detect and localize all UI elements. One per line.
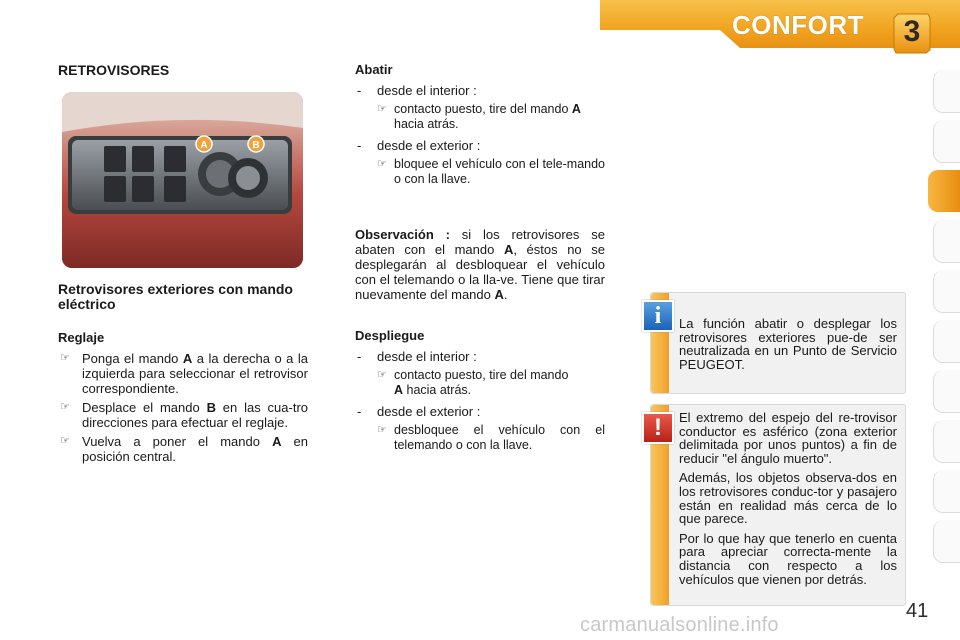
middle-column bbox=[355, 62, 605, 453]
reglaje-item-1: ☞ Ponga el mando A a la derecha o a la izquierda para seleccionar el retrovisor correspondiente. bbox=[60, 351, 308, 396]
reglaje-title: Reglaje bbox=[58, 330, 105, 345]
info-box bbox=[650, 292, 906, 394]
photo-label-b: B bbox=[252, 140, 260, 151]
pointer-icon: ☞ bbox=[377, 369, 387, 381]
page-number: 41 bbox=[906, 600, 929, 622]
watermark: carmanualsonline.info bbox=[580, 614, 779, 636]
chapter-tab-10[interactable] bbox=[933, 520, 960, 563]
abatir-sub-2: ☞ bloquee el vehículo con el tele-mando o con la llave. bbox=[377, 157, 605, 186]
chapter-tab-1[interactable] bbox=[933, 70, 960, 113]
chapter-tab-6[interactable] bbox=[933, 320, 960, 363]
chapter-number: 3 bbox=[903, 15, 921, 48]
chapter-tab-8[interactable] bbox=[933, 420, 960, 463]
chapter-tab-4[interactable] bbox=[933, 220, 960, 263]
page-title: CONFORT bbox=[731, 10, 864, 40]
despliegue-dash-1: - desde el interior : bbox=[357, 349, 477, 364]
warning-paragraph-1: El extremo del espejo del re-trovisor conductor es asférico (zona exterior delimitada por unos puntos) a fin de reducir "el ángulo muerto". bbox=[679, 410, 897, 466]
door-panel-illustration bbox=[62, 92, 303, 268]
abatir-sub-1: ☞ contacto puesto, tire del mando A hacia atrás. bbox=[377, 102, 581, 131]
abatir-dash-1: - desde el interior : bbox=[357, 83, 477, 98]
observacion-note: Observación : si los retrovisores se abaten con el mando A, éstos no se desplegarán al desbloquear el vehículo con el telemando o la lla-ve. Tiene que tirar nuevamente del mando A. bbox=[355, 227, 605, 302]
abatir-title: Abatir bbox=[355, 62, 393, 77]
chapter-badge bbox=[892, 12, 932, 54]
section-title: RETROVISORES bbox=[58, 62, 170, 78]
reglaje-item-2: ☞ Desplace el mando B en las cua-tro direcciones para efectuar el reglaje. bbox=[60, 400, 309, 430]
left-column bbox=[58, 282, 308, 464]
photo-label-a: A bbox=[200, 140, 208, 151]
abatir-dash-2: - desde el exterior : bbox=[357, 138, 481, 153]
chapter-tab-5[interactable] bbox=[933, 270, 960, 313]
despliegue-sub-1: ☞ contacto puesto, tire del mando A hacia atrás. bbox=[377, 368, 569, 397]
despliegue-title: Despliegue bbox=[355, 328, 425, 343]
pointer-icon: ☞ bbox=[377, 424, 387, 436]
chapter-tabs bbox=[930, 70, 960, 580]
warning-paragraph-2: Además, los objetos observa-dos en los retrovisores conduc-tor y pasajero están en realidad más cerca de lo que parece. bbox=[679, 470, 897, 527]
info-box-text: La función abatir o desplegar los retrovisores exteriores pue-de ser neutralizada en un Punto de Servicio PEUGEOT. bbox=[679, 316, 897, 372]
warning-icon: ! bbox=[642, 412, 674, 444]
chapter-tab-7[interactable] bbox=[933, 370, 960, 413]
warning-box-text bbox=[679, 411, 897, 592]
warning-box bbox=[650, 404, 906, 606]
chapter-tab-3-active[interactable] bbox=[928, 170, 960, 212]
pointer-icon: ☞ bbox=[60, 352, 70, 364]
info-icon: i bbox=[642, 300, 674, 332]
pointer-icon: ☞ bbox=[377, 158, 387, 170]
reglaje-item-3: ☞ Vuelva a poner el mando A en posición central. bbox=[60, 434, 309, 464]
chapter-tab-2[interactable] bbox=[933, 120, 960, 163]
mirror-control-photo bbox=[62, 92, 303, 268]
pointer-icon: ☞ bbox=[60, 435, 70, 447]
subsection-heading: Retrovisores exteriores con mando eléctrico bbox=[58, 281, 293, 312]
pointer-icon: ☞ bbox=[60, 401, 70, 413]
pointer-icon: ☞ bbox=[377, 103, 387, 115]
despliegue-dash-2: - desde el exterior : bbox=[357, 404, 481, 419]
chapter-tab-9[interactable] bbox=[933, 470, 960, 513]
warning-paragraph-3: Por lo que hay que tenerlo en cuenta para apreciar correcta-mente la distancia con respecto a los vehículos que vienen por detrás. bbox=[679, 530, 897, 587]
despliegue-sub-2: ☞ desbloquee el vehículo con el telemando o con la llave. bbox=[377, 423, 605, 452]
